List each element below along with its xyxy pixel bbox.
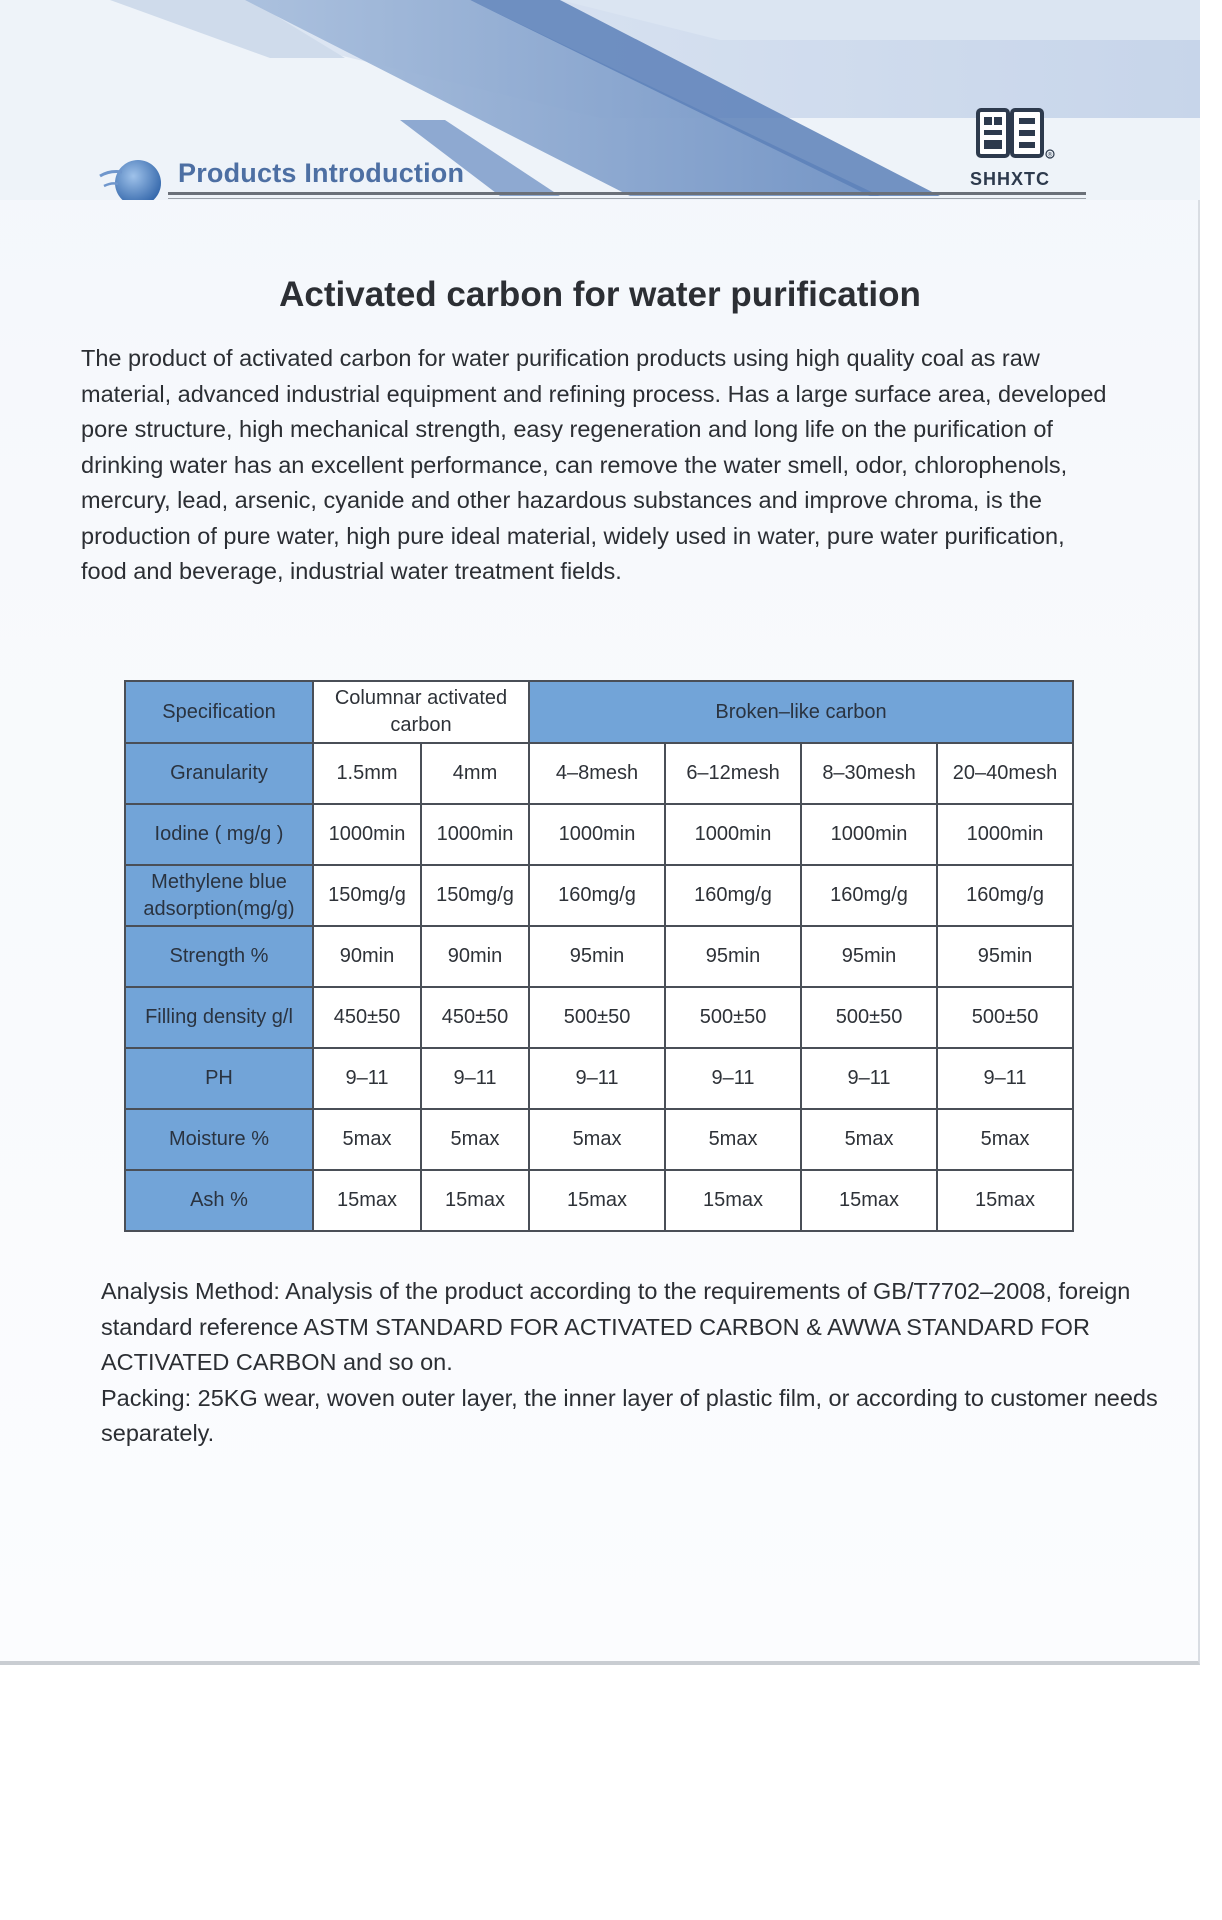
value-cell: 15max <box>313 1170 421 1231</box>
property-label: Iodine ( mg/g ) <box>125 804 313 865</box>
value-cell: 5max <box>529 1109 665 1170</box>
value-cell: 15max <box>529 1170 665 1231</box>
granularity-cell: 4mm <box>421 743 529 804</box>
value-cell: 500±50 <box>529 987 665 1048</box>
value-cell: 15max <box>665 1170 801 1231</box>
value-cell: 9–11 <box>313 1048 421 1109</box>
value-cell: 150mg/g <box>313 865 421 926</box>
table-header-row <box>125 681 1073 743</box>
value-cell: 95min <box>529 926 665 987</box>
value-cell: 9–11 <box>801 1048 937 1109</box>
granularity-row <box>125 743 1073 804</box>
section-title: Products Introduction <box>178 158 465 188</box>
granularity-cell: 20–40mesh <box>937 743 1073 804</box>
value-cell: 5max <box>801 1109 937 1170</box>
value-cell: 5max <box>665 1109 801 1170</box>
value-cell: 9–11 <box>665 1048 801 1109</box>
property-label: PH <box>125 1048 313 1109</box>
value-cell: 95min <box>665 926 801 987</box>
table-row <box>125 987 1073 1048</box>
header-divider-thin <box>168 198 1086 199</box>
packing-note: Packing: 25KG wear, woven outer layer, the inner layer of plastic film, or according to customer needs separately. <box>101 1384 1158 1446</box>
logo-wordmark: SHHXTC <box>969 169 1050 189</box>
value-cell: 15max <box>937 1170 1073 1231</box>
property-label: Strength % <box>125 926 313 987</box>
specification-table-body <box>125 681 1073 1231</box>
table-row <box>125 1048 1073 1109</box>
shhxtc-logo-icon <box>964 104 1056 162</box>
value-cell: 5max <box>421 1109 529 1170</box>
granularity-cell: 1.5mm <box>313 743 421 804</box>
value-cell: 5max <box>313 1109 421 1170</box>
granularity-cell: 4–8mesh <box>529 743 665 804</box>
broken-carbon-header: Broken–like carbon <box>529 681 1073 743</box>
property-label: Moisture % <box>125 1109 313 1170</box>
granularity-cell: 8–30mesh <box>801 743 937 804</box>
value-cell: 450±50 <box>313 987 421 1048</box>
property-label: Ash % <box>125 1170 313 1231</box>
value-cell: 90min <box>313 926 421 987</box>
table-row <box>125 1170 1073 1231</box>
value-cell: 160mg/g <box>937 865 1073 926</box>
value-cell: 450±50 <box>421 987 529 1048</box>
value-cell: 1000min <box>665 804 801 865</box>
table-row <box>125 926 1073 987</box>
value-cell: 1000min <box>801 804 937 865</box>
value-cell: 500±50 <box>665 987 801 1048</box>
specification-header: Specification <box>125 681 313 743</box>
value-cell: 160mg/g <box>665 865 801 926</box>
intro-paragraph: The product of activated carbon for water purification products using high quality coal as raw material, advanced industrial equipment and refining process. Has a large surface area, developed pore structure, high mechanical strength, easy regeneration and long life on the purification of drinking water has an excellent performance, can remove the water smell, odor, chlorophenols, mercury, lead, arsenic, cyanide and other hazardous substances and improve chroma, is the production of pure water, high pure ideal material, widely used in water, pure water purification, food and beverage, industrial water treatment fields. <box>81 345 1107 584</box>
value-cell: 15max <box>801 1170 937 1231</box>
property-label: Methylene blue adsorption(mg/g) <box>125 865 313 926</box>
value-cell: 9–11 <box>529 1048 665 1109</box>
property-label: Filling density g/l <box>125 987 313 1048</box>
value-cell: 95min <box>937 926 1073 987</box>
document-title: Activated carbon for water purification <box>279 275 921 314</box>
value-cell: 500±50 <box>937 987 1073 1048</box>
value-cell: 500±50 <box>801 987 937 1048</box>
value-cell: 1000min <box>313 804 421 865</box>
value-cell: 1000min <box>937 804 1073 865</box>
header-divider <box>168 192 1086 195</box>
value-cell: 9–11 <box>937 1048 1073 1109</box>
notes-section <box>101 1274 1161 1452</box>
specification-table <box>124 680 1074 1232</box>
granularity-cell: 6–12mesh <box>665 743 801 804</box>
value-cell: 150mg/g <box>421 865 529 926</box>
table-row <box>125 1109 1073 1170</box>
brand-logo <box>960 104 1060 190</box>
table-row <box>125 865 1073 926</box>
value-cell: 9–11 <box>421 1048 529 1109</box>
analysis-method-note: Analysis Method: Analysis of the product according to the requirements of GB/T7702–2008, foreign standard reference ASTM STANDARD FOR ACTIVATED CARBON & AWWA STANDARD FOR ACTIVATED CARBON and so on. <box>101 1278 1131 1375</box>
value-cell: 95min <box>801 926 937 987</box>
value-cell: 5max <box>937 1109 1073 1170</box>
table-row <box>125 804 1073 865</box>
value-cell: 160mg/g <box>529 865 665 926</box>
value-cell: 15max <box>421 1170 529 1231</box>
registered-mark: ® <box>1047 151 1053 159</box>
value-cell: 90min <box>421 926 529 987</box>
value-cell: 1000min <box>529 804 665 865</box>
columnar-carbon-header: Columnar activated carbon <box>313 681 529 743</box>
value-cell: 1000min <box>421 804 529 865</box>
value-cell: 160mg/g <box>801 865 937 926</box>
granularity-label: Granularity <box>125 743 313 804</box>
